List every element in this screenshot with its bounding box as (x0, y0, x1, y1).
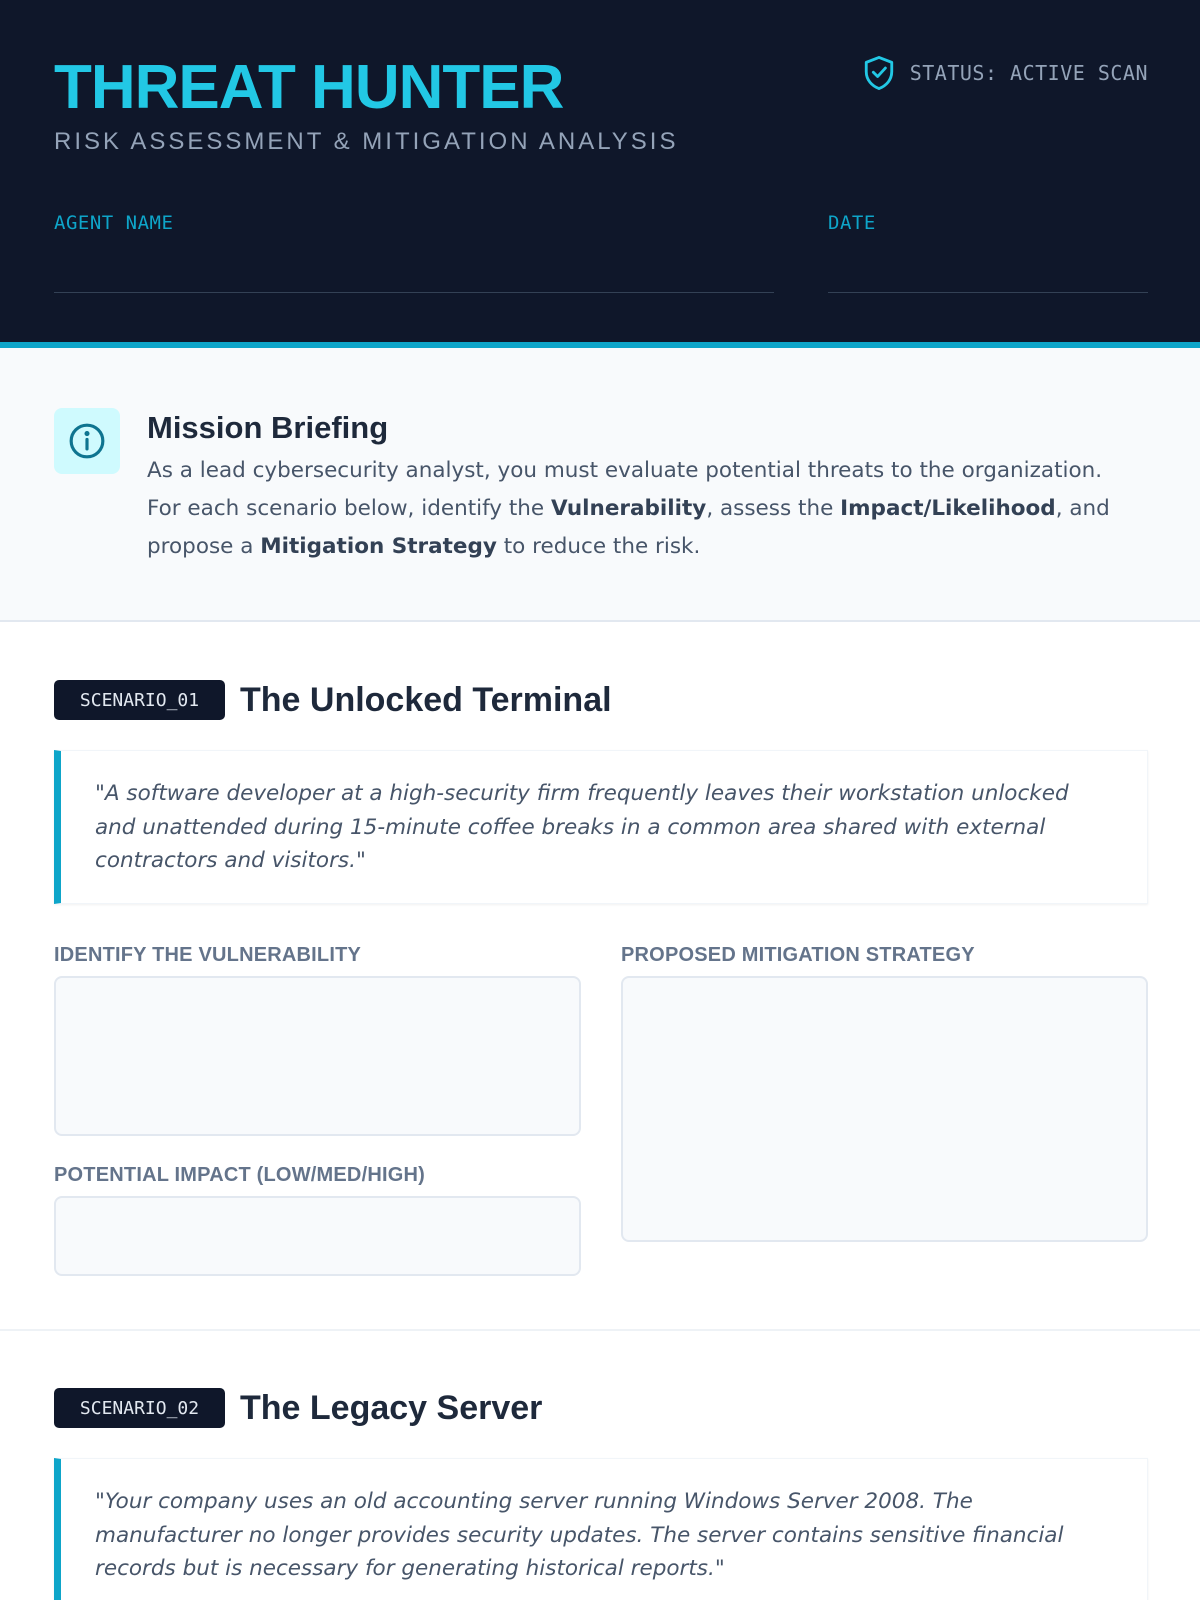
mitigation-label: PROPOSED MITIGATION STRATEGY (621, 944, 975, 966)
keyword-mitigation: Mitigation Strategy (260, 534, 497, 559)
info-icon (54, 408, 120, 474)
scenario-2 (0, 1388, 1200, 1600)
scenario-quote-text: "Your company uses an old accounting server running Windows Server 2008. The manufacturer no longer provides security updates. The server contains sensitive financial records but is necessary for generating historical reports." (95, 1489, 1064, 1581)
scenario-1 (0, 680, 1200, 1280)
section-divider (0, 1329, 1200, 1331)
mitigation-field[interactable] (621, 976, 1148, 1242)
vulnerability-field[interactable] (54, 976, 581, 1136)
briefing-line-1: As a lead cybersecurity analyst, you must evaluate potential threats to the organization. (147, 458, 1103, 483)
scenario-badge: SCENARIO_01 (54, 680, 225, 720)
impact-label: POTENTIAL IMPACT (LOW/MED/HIGH) (54, 1164, 425, 1186)
scenario-header (54, 680, 612, 720)
status-indicator (862, 54, 1148, 92)
date-label: DATE (828, 212, 876, 234)
shield-check-icon (862, 54, 896, 92)
scenario-badge: SCENARIO_02 (54, 1388, 225, 1428)
scenario-header (54, 1388, 542, 1428)
mission-briefing (0, 348, 1200, 622)
date-underline (828, 292, 1148, 293)
date-input[interactable] (828, 244, 1148, 288)
impact-textarea[interactable] (56, 1198, 579, 1274)
briefing-title: Mission Briefing (147, 410, 389, 445)
scenario-title: The Legacy Server (240, 1388, 543, 1427)
mitigation-textarea[interactable] (623, 978, 1146, 1240)
agent-name-label: AGENT NAME (54, 212, 174, 234)
scenario-quote (54, 750, 1148, 904)
page-title: THREAT HUNTER (54, 53, 564, 122)
keyword-impact: Impact/Likelihood (840, 496, 1056, 521)
scenario-quote (54, 1458, 1148, 1600)
vulnerability-label: IDENTIFY THE VULNERABILITY (54, 944, 362, 966)
briefing-line-3: propose a Mitigation Strategy to reduce the risk. (147, 534, 701, 559)
briefing-line-2: For each scenario below, identify the Vulnerability, assess the Impact/Likelihood, and (147, 496, 1110, 521)
agent-name-input[interactable] (54, 244, 774, 288)
worksheet-header (0, 0, 1200, 348)
briefing-text (147, 452, 1147, 566)
scenario-quote-text: "A software developer at a high-security firm frequently leaves their workstation unlocked and unattended during 15-minute coffee breaks in a common area shared with external contractors and visitors." (95, 781, 1069, 873)
status-text: STATUS: ACTIVE SCAN (909, 61, 1148, 85)
keyword-vulnerability: Vulnerability (550, 496, 707, 521)
agent-name-underline (54, 292, 774, 293)
page-subtitle: RISK ASSESSMENT & MITIGATION ANALYSIS (54, 128, 679, 155)
vulnerability-textarea[interactable] (56, 978, 579, 1134)
scenario-title: The Unlocked Terminal (240, 680, 612, 719)
impact-field[interactable] (54, 1196, 581, 1276)
